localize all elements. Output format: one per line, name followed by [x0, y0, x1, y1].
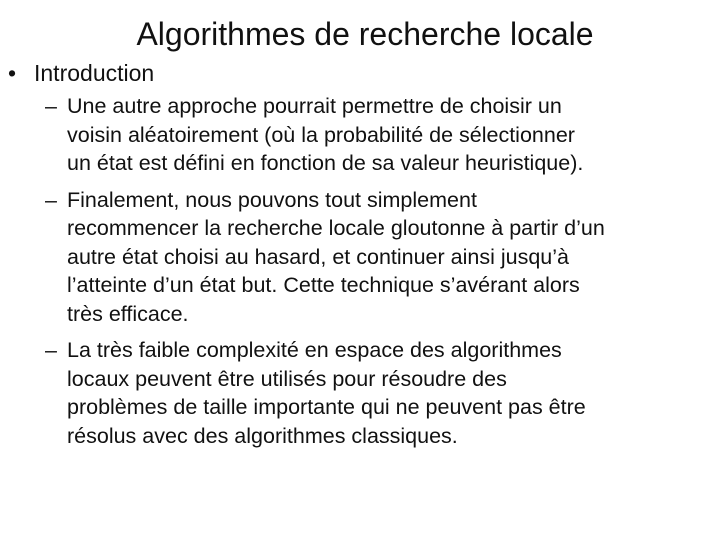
text-line: l’atteinte d’un état but. Cette technique s’avérant alors — [67, 273, 580, 297]
text-line: très efficace. — [67, 301, 189, 326]
text-line: Une autre approche pourrait permettre de choisir un — [67, 94, 562, 118]
text-line: locaux peuvent être utilisés pour résoudre des — [67, 366, 507, 391]
text-line: problèmes de taille importante qui ne peuvent pas être — [67, 395, 586, 419]
text-line: recommencer la recherche locale gloutonne à partir d’un — [67, 216, 605, 240]
sub-bullet-random-neighbor — [45, 92, 717, 178]
section-bullet — [8, 58, 154, 88]
bullet-dot: • — [8, 60, 17, 86]
sub-bullet-space-complexity — [45, 336, 717, 450]
dash-marker: – — [45, 338, 57, 362]
dash-marker: – — [45, 187, 57, 212]
text-line: Finalement, nous pouvons tout simplement — [67, 187, 477, 212]
text-line: La très faible complexité en espace des algorithmes — [67, 338, 562, 362]
section-label: Introduction — [34, 60, 155, 86]
sub-bullet-list — [45, 92, 717, 458]
text-line: un état est défini en fonction de sa valeur heuristique). — [67, 151, 584, 175]
text-line: résolus avec des algorithmes classiques. — [67, 423, 458, 448]
dash-marker: – — [45, 94, 57, 118]
sub-bullet-restart — [45, 186, 717, 329]
text-line: autre état choisi au hasard, et continuer ainsi jusqu’à — [67, 244, 569, 269]
text-line: voisin aléatoirement (où la probabilité de sélectionner — [67, 122, 575, 147]
slide-title: Algorithmes de recherche locale — [136, 16, 594, 52]
